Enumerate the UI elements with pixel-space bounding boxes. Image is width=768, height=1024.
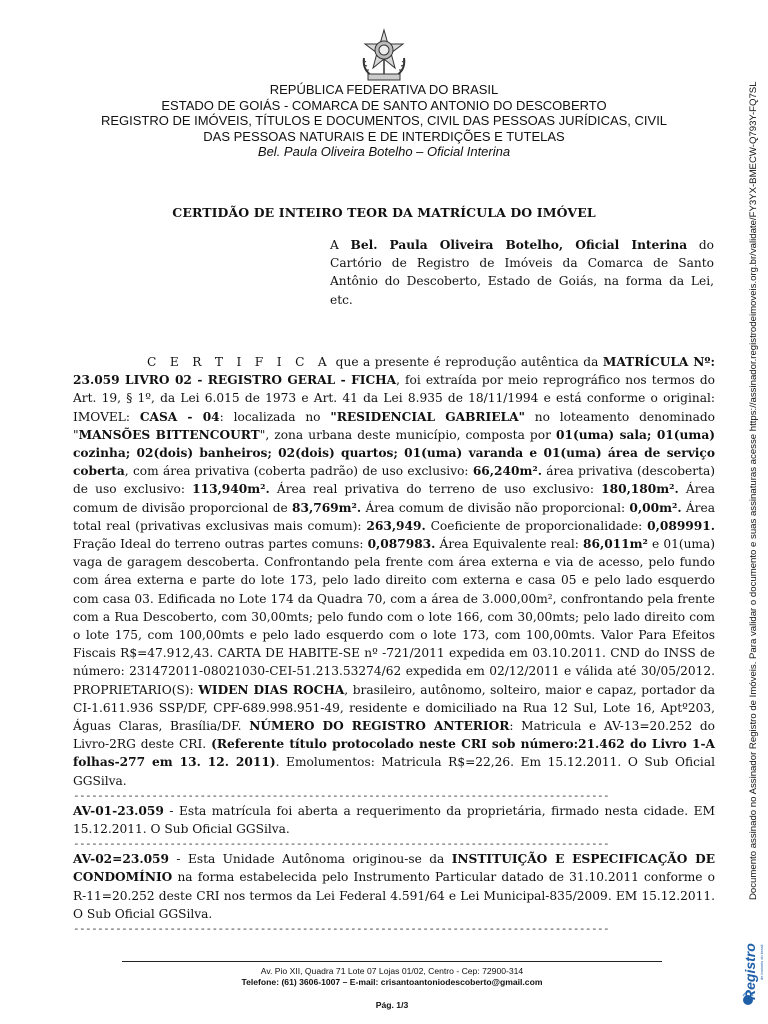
header-line-1: REPÚBLICA FEDERATIVA DO BRASIL — [269, 82, 499, 97]
text-run: e 01(uma) vaga de garagem descoberta. Confrontando pela frente com área externa e via de acesso, pelo fundo com área externa e parte do lote 173, pelo lado direito com externa e casa 05 e pelo lado esquerdo com casa 03. Edificada no Lote 174 da Quadra 70, com a área de 3.000,00m², confrontando pela frente com a Rua Descoberto, com 30,00mts; pelo fundo com o lote 166, com 30,00mts; pelo lado direito com o lote 175, com 100,00mts e pelo lado esquerdo com o lote 173, com 100,00mts. Valor Para Efeitos Fiscais R$=47.912,43. CARTA DE HABITE-SE nº -721/2011 expedida em 03.10.2011. CND do INSS de número: 231472011-08021030-CEI-51.213.53274/62 expedida em 02/12/2011 e válida até 30/05/2012. PROPRIETARIO(S): — [73, 537, 716, 697]
separator-line: ----------------------------------------------------------------------------------------- — [73, 922, 610, 936]
text-run: Área real privativa do terreno de uso exclusivo: — [269, 482, 602, 497]
preamble-text: A — [330, 238, 351, 252]
signature-validation-text: Documento assinado no Assinador Registro de Imóveis. Para validar o documento e suas assinaturas acesse https://assinador.registrodeimoveis.org.br/validate/FY3YX-BMECW-Q793Y-FQ7SL — [748, 81, 759, 900]
header-officer: Bel. Paula Oliveira Botelho – Oficial Interina — [257, 144, 511, 159]
header-line-4: DAS PESSOAS NATURAIS E DE INTERDIÇÕES E TUTELAS — [203, 128, 565, 144]
bold-run: MANSÕES BITTENCOURT — [78, 427, 260, 442]
document-title: CERTIDÃO DE INTEIRO TEOR DA MATRÍCULA DO IMÓVEL — [172, 205, 596, 220]
header-line-3: REGISTRO DE IMÓVEIS, TÍTULOS E DOCUMENTOS, CIVIL DAS PESSOAS JURÍDICAS, CIVIL — [100, 113, 668, 128]
text-run: Fração Ideal do terreno outras partes comuns: — [73, 537, 368, 552]
footer-address: Av. Pio XII, Quadra 71 Lote 07 Lojas 01/02, Centro - Cep: 72900-314 — [260, 966, 524, 976]
bold-run: 263,949. — [366, 518, 426, 533]
preamble-paragraph — [330, 236, 714, 309]
registry-header — [60, 82, 708, 160]
bold-run: 83,769m². — [292, 500, 362, 515]
text-run: : Matricula e AV-13=20.252 do Livro-2RG deste CRI. — [73, 719, 715, 752]
brazil-coat-of-arms-icon — [358, 28, 410, 82]
text-run: - Esta Unidade Autônoma originou-se da — [169, 852, 452, 867]
separator-line: ----------------------------------------------------------------------------------------- — [73, 837, 610, 851]
document-body — [73, 353, 715, 935]
bold-run: 01(uma) sala; 01(uma) cozinha; 02(dois) banheiros; 02(dois) quartos; 01(uma) varanda e 01(uma) área de serviço coberta — [73, 427, 715, 479]
footer-divider — [122, 961, 662, 962]
text-run: que a presente é reprodução autêntica da — [331, 355, 603, 369]
registro-logo-subtext: de imóveis do brasil — [759, 944, 764, 980]
text-run: , com área privativa (coberta padrão) de uso exclusivo: — [124, 464, 473, 479]
av-01-text: - Esta matrícula foi aberta a requerimento da proprietária, firmado nesta cidade. EM 15.12.2011. O Sub Oficial GGSilva. — [73, 803, 715, 837]
bold-run: 66,240m². — [472, 464, 542, 479]
text-run: Coeficiente de proporcionalidade: — [425, 518, 648, 533]
bold-run: "RESIDENCIAL GABRIELA" — [330, 409, 525, 424]
text-run: , foi extraída por meio reprográfico nos termos do Art. 19, § 1º, da Lei 6.015 de 1973 e Art. 41 da Lei 8.935 de 18/11/1994 e está conforme o original: IMOVEL: — [73, 373, 715, 424]
text-run: na forma estabelecida pelo Instrumento Particular datado de 31.10.2011 conforme o R-11=20.252 deste CRI nos termos da Lei Federal 4.591/64 e Lei Municipal-835/2009. EM 15.12.2011. O Sub Oficial GGSilva. — [73, 870, 715, 921]
bold-run: CASA - 04 — [139, 409, 220, 424]
text-run: ", zona urbana deste município, composta por — [259, 427, 556, 442]
text-run: Área comum de divisão proporcional de — [73, 482, 716, 515]
certifica-word: C E R T I F I C A — [147, 355, 332, 369]
text-run: área privativa (descoberta) de uso exclusivo: — [73, 464, 715, 497]
bold-run: 86,011m² — [582, 537, 648, 552]
certifica-paragraph — [73, 353, 715, 790]
page-number: Pág. 1/3 — [375, 1000, 409, 1010]
preamble-officer-name: Bel. Paula Oliveira Botelho, Oficial Interina — [350, 238, 688, 252]
text-run: . Emolumentos: Matricula R$=22,26. Em 15.12.2011. O Sub Oficial GGSilva. — [73, 755, 715, 788]
text-run: Área Equivalente real: — [435, 537, 583, 552]
av-02-label: AV-02=23.059 — [73, 852, 170, 867]
registro-logo-text: Registro — [742, 943, 758, 1000]
bold-run: (Referente título protocolado neste CRI sob número:21.462 do Livro 1-A folhas-277 em 13. 12. 2011) — [73, 737, 716, 770]
bold-run: NÚMERO DO REGISTRO ANTERIOR — [249, 719, 510, 734]
footer — [122, 966, 662, 988]
bold-run: WIDEN DIAS ROCHA — [198, 682, 345, 697]
bold-run: 180,180m². — [601, 482, 679, 497]
text-run: , brasileiro, autônomo, solteiro, maior e capaz, portador da CI-1.611.936 SSP/DF, CPF-689.998.951-49, residente e domiciliado na Rua 12 Sul, Lote 16, Aptº203, Águas Claras, Brasília/DF. — [73, 682, 715, 734]
bold-run: MATRÍCULA Nº: 23.059 LIVRO 02 - REGISTRO GERAL - FICHA — [73, 355, 715, 388]
text-run: Área comum de divisão não proporcional: — [361, 500, 630, 515]
separator-line: ----------------------------------------------------------------------------------------- — [73, 788, 610, 802]
bold-run: 0,089991. — [647, 518, 715, 533]
bold-run: 0,00m². — [629, 500, 682, 515]
av-01-label: AV-01-23.059 — [73, 803, 164, 818]
bold-run: 113,940m². — [192, 482, 270, 497]
bold-run: INSTITUIÇÃO E ESPECIFICAÇÃO DE CONDOMÍNIO — [73, 852, 715, 885]
text-run: : localizada no — [219, 409, 331, 424]
bold-run: 0,087983. — [367, 537, 436, 552]
footer-contact: Telefone: (61) 3606-1007 – E-mail: crisantoantoniodescoberto@gmail.com — [241, 977, 543, 987]
header-line-2: ESTADO DE GOIÁS - COMARCA DE SANTO ANTONIO DO DESCOBERTO — [161, 97, 607, 113]
preamble-text: do Cartório de Registro de Imóveis da Comarca de Santo Antônio do Descoberto, Estado de Goiás, na forma da Lei, etc. — [330, 238, 714, 307]
text-run: no loteamento denominado " — [73, 409, 715, 442]
text-run: Área total real (privativas exclusivas mais comum): — [73, 500, 715, 533]
av-02-paragraph — [73, 850, 715, 923]
av-01-paragraph — [73, 802, 715, 838]
